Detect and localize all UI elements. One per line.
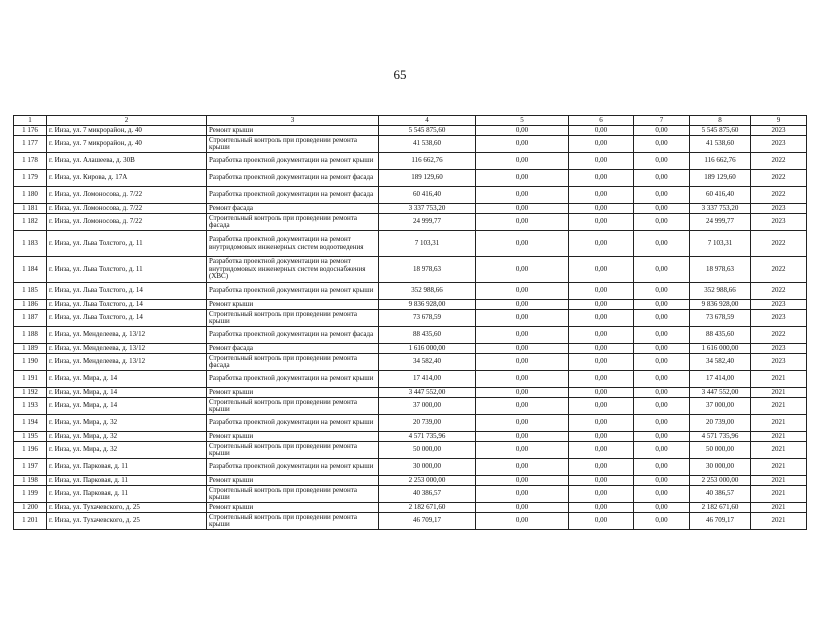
owner-funds-cell: 37 000,00 bbox=[690, 398, 751, 415]
table-row bbox=[14, 344, 807, 354]
row-number: 1 186 bbox=[14, 300, 47, 310]
page-number: 65 bbox=[393, 67, 407, 82]
year-cell: 2023 bbox=[751, 344, 807, 354]
table-row bbox=[14, 170, 807, 187]
year-cell: 2021 bbox=[751, 371, 807, 388]
cost-col7-cell: 0,00 bbox=[634, 442, 690, 459]
cost-col7-cell: 0,00 bbox=[634, 486, 690, 503]
cost-col5-cell: 0,00 bbox=[476, 459, 569, 476]
year-cell: 2021 bbox=[751, 442, 807, 459]
cost-col5-cell: 0,00 bbox=[476, 327, 569, 344]
cost-col6-cell: 0,00 bbox=[569, 204, 634, 214]
cost-col5-cell: 0,00 bbox=[476, 503, 569, 513]
work-type-cell: Строительный контроль при проведении ремонта крыши bbox=[207, 513, 379, 530]
row-number: 1 195 bbox=[14, 432, 47, 442]
cost-col6-cell: 0,00 bbox=[569, 214, 634, 231]
table-row bbox=[14, 300, 807, 310]
cost-col7-cell: 0,00 bbox=[634, 257, 690, 283]
work-type-cell: Ремонт крыши bbox=[207, 126, 379, 136]
year-cell: 2023 bbox=[751, 204, 807, 214]
cost-col7-cell: 0,00 bbox=[634, 187, 690, 204]
cost-col7-cell: 0,00 bbox=[634, 354, 690, 371]
cost-col6-cell: 0,00 bbox=[569, 486, 634, 503]
address-cell: г. Инза, ул. Мира, д. 14 bbox=[47, 398, 207, 415]
year-cell: 2022 bbox=[751, 170, 807, 187]
cost-col6-cell: 0,00 bbox=[569, 398, 634, 415]
owner-funds-cell: 116 662,76 bbox=[690, 153, 751, 170]
row-number: 1 187 bbox=[14, 310, 47, 327]
cost-col7-cell: 0,00 bbox=[634, 476, 690, 486]
address-cell: г. Инза, ул. Мира, д. 32 bbox=[47, 442, 207, 459]
table-row bbox=[14, 214, 807, 231]
work-type-cell: Разработка проектной документации на ремонт внутридомовых инженерных систем водоснабжения (ХВС) bbox=[207, 257, 379, 283]
year-cell: 2022 bbox=[751, 327, 807, 344]
address-cell: г. Инза, ул. Тухачевского, д. 25 bbox=[47, 503, 207, 513]
cost-col5-cell: 0,00 bbox=[476, 126, 569, 136]
cost-col7-cell: 0,00 bbox=[634, 204, 690, 214]
column-header-2: 2 bbox=[47, 116, 207, 126]
row-number: 1 182 bbox=[14, 214, 47, 231]
row-number: 1 179 bbox=[14, 170, 47, 187]
total-cost-cell: 7 103,31 bbox=[379, 231, 476, 257]
year-cell: 2022 bbox=[751, 283, 807, 300]
work-type-cell: Строительный контроль при проведении ремонта крыши bbox=[207, 310, 379, 327]
cost-col7-cell: 0,00 bbox=[634, 415, 690, 432]
cost-col5-cell: 0,00 bbox=[476, 204, 569, 214]
table-header-row bbox=[14, 116, 807, 126]
column-header-9: 9 bbox=[751, 116, 807, 126]
row-number: 1 189 bbox=[14, 344, 47, 354]
cost-col5-cell: 0,00 bbox=[476, 432, 569, 442]
total-cost-cell: 73 678,59 bbox=[379, 310, 476, 327]
cost-col7-cell: 0,00 bbox=[634, 310, 690, 327]
work-type-cell: Разработка проектной документации на ремонт крыши bbox=[207, 415, 379, 432]
table-row bbox=[14, 354, 807, 371]
cost-col7-cell: 0,00 bbox=[634, 398, 690, 415]
year-cell: 2023 bbox=[751, 214, 807, 231]
work-type-cell: Строительный контроль при проведении ремонта крыши bbox=[207, 398, 379, 415]
cost-col5-cell: 0,00 bbox=[476, 310, 569, 327]
address-cell: г. Инза, ул. Менделеева, д. 13/12 bbox=[47, 354, 207, 371]
total-cost-cell: 24 999,77 bbox=[379, 214, 476, 231]
total-cost-cell: 352 988,66 bbox=[379, 283, 476, 300]
table-row bbox=[14, 486, 807, 503]
table-row bbox=[14, 231, 807, 257]
cost-col6-cell: 0,00 bbox=[569, 388, 634, 398]
address-cell: г. Инза, ул. Льва Толстого, д. 14 bbox=[47, 300, 207, 310]
year-cell: 2021 bbox=[751, 398, 807, 415]
work-type-cell: Разработка проектной документации на ремонт крыши bbox=[207, 371, 379, 388]
total-cost-cell: 60 416,40 bbox=[379, 187, 476, 204]
owner-funds-cell: 73 678,59 bbox=[690, 310, 751, 327]
work-type-cell: Ремонт крыши bbox=[207, 388, 379, 398]
work-type-cell: Ремонт фасада bbox=[207, 344, 379, 354]
total-cost-cell: 189 129,60 bbox=[379, 170, 476, 187]
owner-funds-cell: 30 000,00 bbox=[690, 459, 751, 476]
total-cost-cell: 3 337 753,20 bbox=[379, 204, 476, 214]
cost-col6-cell: 0,00 bbox=[569, 153, 634, 170]
address-cell: г. Инза, ул. 7 микрорайон, д. 40 bbox=[47, 136, 207, 153]
total-cost-cell: 18 978,63 bbox=[379, 257, 476, 283]
work-type-cell: Разработка проектной документации на ремонт фасада bbox=[207, 170, 379, 187]
cost-col5-cell: 0,00 bbox=[476, 300, 569, 310]
cost-col7-cell: 0,00 bbox=[634, 371, 690, 388]
owner-funds-cell: 9 836 928,00 bbox=[690, 300, 751, 310]
owner-funds-cell: 5 545 875,60 bbox=[690, 126, 751, 136]
column-header-5: 5 bbox=[476, 116, 569, 126]
cost-col5-cell: 0,00 bbox=[476, 170, 569, 187]
cost-col5-cell: 0,00 bbox=[476, 136, 569, 153]
work-type-cell: Ремонт крыши bbox=[207, 476, 379, 486]
cost-col6-cell: 0,00 bbox=[569, 513, 634, 530]
cost-col7-cell: 0,00 bbox=[634, 327, 690, 344]
address-cell: г. Инза, ул. Тухачевского, д. 25 bbox=[47, 513, 207, 530]
year-cell: 2021 bbox=[751, 486, 807, 503]
cost-col6-cell: 0,00 bbox=[569, 503, 634, 513]
total-cost-cell: 41 538,60 bbox=[379, 136, 476, 153]
row-number: 1 191 bbox=[14, 371, 47, 388]
cost-col7-cell: 0,00 bbox=[634, 136, 690, 153]
address-cell: г. Инза, ул. Льва Толстого, д. 11 bbox=[47, 257, 207, 283]
cost-col6-cell: 0,00 bbox=[569, 442, 634, 459]
cost-col7-cell: 0,00 bbox=[634, 503, 690, 513]
cost-col7-cell: 0,00 bbox=[634, 432, 690, 442]
owner-funds-cell: 46 709,17 bbox=[690, 513, 751, 530]
table-row bbox=[14, 283, 807, 300]
row-number: 1 184 bbox=[14, 257, 47, 283]
year-cell: 2023 bbox=[751, 354, 807, 371]
total-cost-cell: 34 582,40 bbox=[379, 354, 476, 371]
owner-funds-cell: 60 416,40 bbox=[690, 187, 751, 204]
owner-funds-cell: 20 739,00 bbox=[690, 415, 751, 432]
table-row bbox=[14, 503, 807, 513]
address-cell: г. Инза, ул. Ломоносова, д. 7/22 bbox=[47, 204, 207, 214]
owner-funds-cell: 3 447 552,00 bbox=[690, 388, 751, 398]
cost-col7-cell: 0,00 bbox=[634, 126, 690, 136]
cost-col6-cell: 0,00 bbox=[569, 170, 634, 187]
work-type-cell: Разработка проектной документации на ремонт фасада bbox=[207, 327, 379, 344]
cost-col5-cell: 0,00 bbox=[476, 388, 569, 398]
table-row bbox=[14, 398, 807, 415]
table-row bbox=[14, 204, 807, 214]
row-number: 1 193 bbox=[14, 398, 47, 415]
total-cost-cell: 2 182 671,60 bbox=[379, 503, 476, 513]
row-number: 1 181 bbox=[14, 204, 47, 214]
cost-col7-cell: 0,00 bbox=[634, 283, 690, 300]
owner-funds-cell: 17 414,00 bbox=[690, 371, 751, 388]
cost-col5-cell: 0,00 bbox=[476, 344, 569, 354]
column-header-8: 8 bbox=[690, 116, 751, 126]
year-cell: 2021 bbox=[751, 415, 807, 432]
cost-col6-cell: 0,00 bbox=[569, 187, 634, 204]
column-header-4: 4 bbox=[379, 116, 476, 126]
cost-col7-cell: 0,00 bbox=[634, 344, 690, 354]
row-number: 1 183 bbox=[14, 231, 47, 257]
total-cost-cell: 30 000,00 bbox=[379, 459, 476, 476]
address-cell: г. Инза, ул. Мира, д. 14 bbox=[47, 388, 207, 398]
owner-funds-cell: 2 182 671,60 bbox=[690, 503, 751, 513]
row-number: 1 198 bbox=[14, 476, 47, 486]
year-cell: 2022 bbox=[751, 231, 807, 257]
year-cell: 2023 bbox=[751, 310, 807, 327]
table-row bbox=[14, 126, 807, 136]
cost-col6-cell: 0,00 bbox=[569, 257, 634, 283]
cost-col7-cell: 0,00 bbox=[634, 231, 690, 257]
cost-col6-cell: 0,00 bbox=[569, 310, 634, 327]
owner-funds-cell: 24 999,77 bbox=[690, 214, 751, 231]
table-row bbox=[14, 476, 807, 486]
year-cell: 2023 bbox=[751, 126, 807, 136]
owner-funds-cell: 34 582,40 bbox=[690, 354, 751, 371]
address-cell: г. Инза, ул. Ломоносова, д. 7/22 bbox=[47, 187, 207, 204]
address-cell: г. Инза, ул. Менделеева, д. 13/12 bbox=[47, 327, 207, 344]
cost-col6-cell: 0,00 bbox=[569, 283, 634, 300]
cost-col7-cell: 0,00 bbox=[634, 300, 690, 310]
work-type-cell: Ремонт крыши bbox=[207, 432, 379, 442]
cost-col5-cell: 0,00 bbox=[476, 486, 569, 503]
address-cell: г. Инза, ул. Кирова, д. 17А bbox=[47, 170, 207, 187]
address-cell: г. Инза, ул. Ломоносова, д. 7/22 bbox=[47, 214, 207, 231]
address-cell: г. Инза, ул. Льва Толстого, д. 14 bbox=[47, 283, 207, 300]
year-cell: 2021 bbox=[751, 459, 807, 476]
cost-col6-cell: 0,00 bbox=[569, 327, 634, 344]
total-cost-cell: 5 545 875,60 bbox=[379, 126, 476, 136]
row-number: 1 185 bbox=[14, 283, 47, 300]
cost-col5-cell: 0,00 bbox=[476, 257, 569, 283]
owner-funds-cell: 189 129,60 bbox=[690, 170, 751, 187]
cost-col7-cell: 0,00 bbox=[634, 153, 690, 170]
owner-funds-cell: 40 386,57 bbox=[690, 486, 751, 503]
cost-col6-cell: 0,00 bbox=[569, 432, 634, 442]
column-header-1: 1 bbox=[14, 116, 47, 126]
registry-table bbox=[13, 115, 807, 530]
row-number: 1 188 bbox=[14, 327, 47, 344]
row-number: 1 178 bbox=[14, 153, 47, 170]
cost-col5-cell: 0,00 bbox=[476, 513, 569, 530]
table-row bbox=[14, 459, 807, 476]
address-cell: г. Инза, ул. Мира, д. 14 bbox=[47, 371, 207, 388]
owner-funds-cell: 352 988,66 bbox=[690, 283, 751, 300]
table-row bbox=[14, 310, 807, 327]
total-cost-cell: 2 253 000,00 bbox=[379, 476, 476, 486]
work-type-cell: Разработка проектной документации на ремонт крыши bbox=[207, 459, 379, 476]
year-cell: 2021 bbox=[751, 476, 807, 486]
cost-col6-cell: 0,00 bbox=[569, 371, 634, 388]
address-cell: г. Инза, ул. Льва Толстого, д. 14 bbox=[47, 310, 207, 327]
column-header-3: 3 bbox=[207, 116, 379, 126]
total-cost-cell: 116 662,76 bbox=[379, 153, 476, 170]
cost-col6-cell: 0,00 bbox=[569, 344, 634, 354]
address-cell: г. Инза, ул. Парковая, д. 11 bbox=[47, 459, 207, 476]
cost-col6-cell: 0,00 bbox=[569, 231, 634, 257]
total-cost-cell: 9 836 928,00 bbox=[379, 300, 476, 310]
cost-col5-cell: 0,00 bbox=[476, 476, 569, 486]
total-cost-cell: 20 739,00 bbox=[379, 415, 476, 432]
address-cell: г. Инза, ул. Парковая, д. 11 bbox=[47, 486, 207, 503]
total-cost-cell: 17 414,00 bbox=[379, 371, 476, 388]
table-row bbox=[14, 388, 807, 398]
table-row bbox=[14, 136, 807, 153]
cost-col6-cell: 0,00 bbox=[569, 136, 634, 153]
address-cell: г. Инза, ул. 7 микрорайон, д. 40 bbox=[47, 126, 207, 136]
cost-col6-cell: 0,00 bbox=[569, 476, 634, 486]
table-row bbox=[14, 187, 807, 204]
owner-funds-cell: 41 538,60 bbox=[690, 136, 751, 153]
table-row bbox=[14, 327, 807, 344]
total-cost-cell: 4 571 735,96 bbox=[379, 432, 476, 442]
owner-funds-cell: 18 978,63 bbox=[690, 257, 751, 283]
table-row bbox=[14, 257, 807, 283]
year-cell: 2022 bbox=[751, 187, 807, 204]
column-header-6: 6 bbox=[569, 116, 634, 126]
row-number: 1 196 bbox=[14, 442, 47, 459]
owner-funds-cell: 2 253 000,00 bbox=[690, 476, 751, 486]
table-body bbox=[14, 126, 807, 530]
table-row bbox=[14, 442, 807, 459]
year-cell: 2021 bbox=[751, 503, 807, 513]
cost-col6-cell: 0,00 bbox=[569, 300, 634, 310]
table-row bbox=[14, 371, 807, 388]
address-cell: г. Инза, ул. Алашеева, д. 30В bbox=[47, 153, 207, 170]
owner-funds-cell: 7 103,31 bbox=[690, 231, 751, 257]
row-number: 1 199 bbox=[14, 486, 47, 503]
cost-col7-cell: 0,00 bbox=[634, 459, 690, 476]
total-cost-cell: 46 709,17 bbox=[379, 513, 476, 530]
cost-col5-cell: 0,00 bbox=[476, 231, 569, 257]
cost-col6-cell: 0,00 bbox=[569, 415, 634, 432]
row-number: 1 190 bbox=[14, 354, 47, 371]
owner-funds-cell: 88 435,60 bbox=[690, 327, 751, 344]
table-row bbox=[14, 513, 807, 530]
row-number: 1 176 bbox=[14, 126, 47, 136]
cost-col6-cell: 0,00 bbox=[569, 126, 634, 136]
work-type-cell: Строительный контроль при проведении ремонта крыши bbox=[207, 442, 379, 459]
work-type-cell: Строительный контроль при проведении ремонта крыши bbox=[207, 486, 379, 503]
work-type-cell: Строительный контроль при проведении ремонта фасада bbox=[207, 354, 379, 371]
row-number: 1 194 bbox=[14, 415, 47, 432]
row-number: 1 192 bbox=[14, 388, 47, 398]
owner-funds-cell: 1 616 000,00 bbox=[690, 344, 751, 354]
work-type-cell: Разработка проектной документации на ремонт крыши bbox=[207, 283, 379, 300]
owner-funds-cell: 50 000,00 bbox=[690, 442, 751, 459]
work-type-cell: Разработка проектной документации на ремонт внутридомовых инженерных систем водоотведения bbox=[207, 231, 379, 257]
cost-col5-cell: 0,00 bbox=[476, 415, 569, 432]
work-type-cell: Строительный контроль при проведении ремонта фасада bbox=[207, 214, 379, 231]
work-type-cell: Разработка проектной документации на ремонт фасада bbox=[207, 187, 379, 204]
cost-col5-cell: 0,00 bbox=[476, 398, 569, 415]
total-cost-cell: 37 000,00 bbox=[379, 398, 476, 415]
total-cost-cell: 88 435,60 bbox=[379, 327, 476, 344]
owner-funds-cell: 3 337 753,20 bbox=[690, 204, 751, 214]
year-cell: 2023 bbox=[751, 300, 807, 310]
cost-col6-cell: 0,00 bbox=[569, 459, 634, 476]
address-cell: г. Инза, ул. Парковая, д. 11 bbox=[47, 476, 207, 486]
year-cell: 2021 bbox=[751, 432, 807, 442]
work-type-cell: Ремонт фасада bbox=[207, 204, 379, 214]
cost-col5-cell: 0,00 bbox=[476, 187, 569, 204]
cost-col5-cell: 0,00 bbox=[476, 283, 569, 300]
cost-col5-cell: 0,00 bbox=[476, 354, 569, 371]
cost-col5-cell: 0,00 bbox=[476, 442, 569, 459]
total-cost-cell: 3 447 552,00 bbox=[379, 388, 476, 398]
row-number: 1 197 bbox=[14, 459, 47, 476]
total-cost-cell: 40 386,57 bbox=[379, 486, 476, 503]
year-cell: 2022 bbox=[751, 153, 807, 170]
year-cell: 2022 bbox=[751, 257, 807, 283]
work-type-cell: Ремонт крыши bbox=[207, 300, 379, 310]
cost-col5-cell: 0,00 bbox=[476, 214, 569, 231]
column-header-7: 7 bbox=[634, 116, 690, 126]
table-row bbox=[14, 432, 807, 442]
row-number: 1 180 bbox=[14, 187, 47, 204]
cost-col6-cell: 0,00 bbox=[569, 354, 634, 371]
total-cost-cell: 1 616 000,00 bbox=[379, 344, 476, 354]
address-cell: г. Инза, ул. Мира, д. 32 bbox=[47, 415, 207, 432]
table-row bbox=[14, 153, 807, 170]
address-cell: г. Инза, ул. Менделеева, д. 13/12 bbox=[47, 344, 207, 354]
row-number: 1 200 bbox=[14, 503, 47, 513]
cost-col7-cell: 0,00 bbox=[634, 170, 690, 187]
year-cell: 2023 bbox=[751, 136, 807, 153]
row-number: 1 177 bbox=[14, 136, 47, 153]
work-type-cell: Ремонт крыши bbox=[207, 503, 379, 513]
row-number: 1 201 bbox=[14, 513, 47, 530]
total-cost-cell: 50 000,00 bbox=[379, 442, 476, 459]
work-type-cell: Строительный контроль при проведении ремонта крыши bbox=[207, 136, 379, 153]
work-type-cell: Разработка проектной документации на ремонт крыши bbox=[207, 153, 379, 170]
cost-col5-cell: 0,00 bbox=[476, 153, 569, 170]
cost-col7-cell: 0,00 bbox=[634, 388, 690, 398]
year-cell: 2021 bbox=[751, 388, 807, 398]
year-cell: 2021 bbox=[751, 513, 807, 530]
table-row bbox=[14, 415, 807, 432]
cost-col7-cell: 0,00 bbox=[634, 214, 690, 231]
address-cell: г. Инза, ул. Мира, д. 32 bbox=[47, 432, 207, 442]
owner-funds-cell: 4 571 735,96 bbox=[690, 432, 751, 442]
address-cell: г. Инза, ул. Льва Толстого, д. 11 bbox=[47, 231, 207, 257]
cost-col7-cell: 0,00 bbox=[634, 513, 690, 530]
cost-col5-cell: 0,00 bbox=[476, 371, 569, 388]
